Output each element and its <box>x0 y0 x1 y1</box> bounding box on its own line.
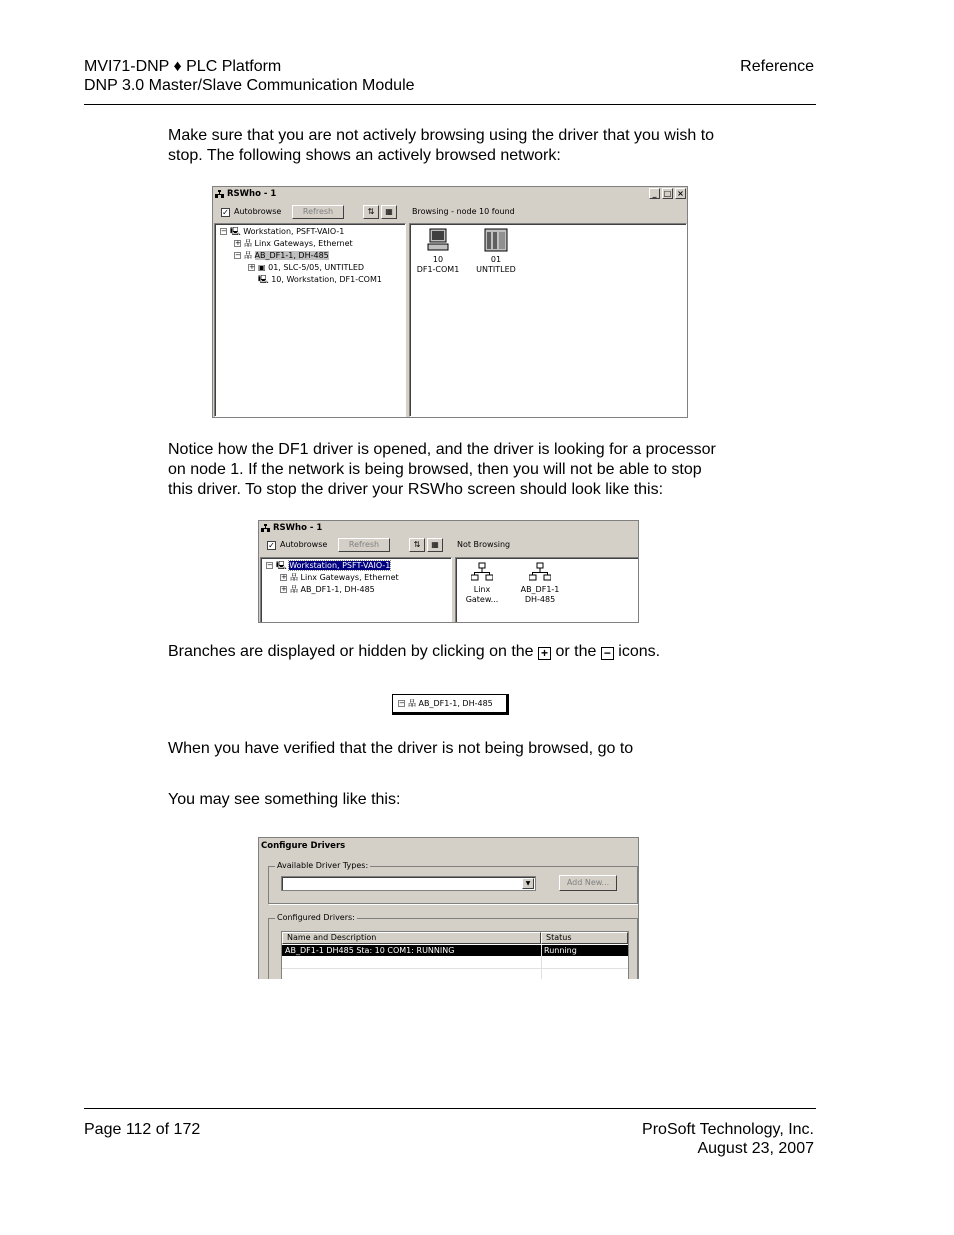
expand-icon: + <box>538 647 551 660</box>
collapse-icon[interactable]: − <box>221 227 227 235</box>
driver-type-select[interactable] <box>281 876 536 891</box>
network-icon: 品 <box>408 699 416 708</box>
processor-rack-icon <box>484 228 508 252</box>
refresh-button[interactable]: Refresh <box>292 205 344 219</box>
autobrowse-checkbox[interactable]: ✓ <box>222 208 229 217</box>
rswho-toolbar <box>213 202 687 221</box>
close-button[interactable]: × <box>675 188 686 199</box>
computer-icon: 🖳 <box>258 275 269 284</box>
node-df1-com1[interactable]: 10 DF1-COM1 <box>416 228 460 275</box>
tree-item-slc[interactable]: + ▣ 01, SLC-5/05, UNTITLED <box>249 263 365 272</box>
collapse-icon[interactable]: − <box>267 561 273 569</box>
header-section: Reference <box>740 58 814 75</box>
minimize-button[interactable]: _ <box>649 188 660 199</box>
table-row[interactable] <box>282 945 628 956</box>
paragraph-4: When you have verified that the driver is not being browsed, go to <box>168 740 634 757</box>
refresh-button[interactable]: Refresh <box>338 538 390 552</box>
node-ab-df1[interactable]: AB_DF1-1 DH-485 <box>516 562 564 605</box>
configure-drivers-title: Configure Drivers <box>259 838 638 854</box>
list-view-icon[interactable]: ▦ <box>381 205 397 219</box>
configured-drivers-list <box>281 931 629 979</box>
network-icon: 品 <box>244 251 252 260</box>
collapse-icon: − <box>601 647 614 660</box>
network-icon <box>529 562 551 582</box>
sort-icon[interactable]: ⇅ <box>409 538 425 552</box>
configured-drivers-group <box>268 913 638 979</box>
paragraph-2-line-3: this driver. To stop the driver your RSWho screen should look like this: <box>168 481 664 498</box>
node-pane <box>455 557 639 623</box>
computer-icon: 🖳 <box>230 227 241 236</box>
network-icon: 品 <box>290 585 298 594</box>
tree-item-workstation[interactable]: − 🖳 Workstation, PSFT-VAIO-1 <box>221 227 345 236</box>
computer-icon: 🖳 <box>276 561 287 570</box>
paragraph-2-line-1: Notice how the DF1 driver is opened, and the driver is looking for a processor <box>168 441 716 458</box>
tree-pane <box>214 223 406 417</box>
paragraph-1-line-2: stop. The following shows an actively browsed network: <box>168 147 561 164</box>
header-rule <box>84 104 816 105</box>
network-icon: 品 <box>244 239 252 248</box>
paragraph-1-line-1: Make sure that you are not actively browsing using the driver that you wish to <box>168 127 715 144</box>
tree-item-linx-gateways[interactable]: + 品 Linx Gateways, Ethernet <box>281 573 399 582</box>
autobrowse-label: Autobrowse <box>280 540 328 549</box>
expand-icon[interactable]: + <box>281 585 287 593</box>
tree-item-ab-df1[interactable]: + 品 AB_DF1-1, DH-485 <box>281 585 375 594</box>
tree-item-workstation-df1[interactable]: 🖳 10, Workstation, DF1-COM1 <box>258 275 382 284</box>
browse-status: Browsing - node 10 found <box>412 207 515 216</box>
network-icon <box>215 190 224 198</box>
row-status: Running <box>544 946 577 955</box>
column-divider <box>541 945 542 979</box>
browse-status: Not Browsing <box>457 540 511 549</box>
autobrowse-checkbox[interactable]: ✓ <box>268 541 275 550</box>
network-icon: 品 <box>290 573 298 582</box>
add-new-button[interactable]: Add New... <box>559 875 617 891</box>
available-driver-types-group <box>268 861 638 904</box>
rswho-toolbar <box>259 536 638 555</box>
header-subtitle: DNP 3.0 Master/Slave Communication Module <box>84 77 415 94</box>
rswho-titlebar <box>259 521 638 535</box>
row-divider <box>282 968 628 969</box>
expand-icon[interactable]: + <box>281 573 287 581</box>
row-name: AB_DF1-1 DH485 Sta: 10 COM1: RUNNING <box>285 946 455 955</box>
rswho-window-browsing <box>212 186 688 418</box>
branch-example: − 品 AB_DF1-1, DH-485 <box>392 694 509 715</box>
collapse-icon[interactable]: − <box>235 251 241 259</box>
paragraph-5: You may see something like this: <box>168 791 401 808</box>
sort-icon[interactable]: ⇅ <box>363 205 379 219</box>
maximize-button[interactable]: □ <box>663 189 672 198</box>
node-untitled[interactable]: 01 UNTITLED <box>472 228 520 275</box>
network-icon <box>261 524 270 532</box>
header-title: MVI71-DNP ♦ PLC Platform <box>84 58 282 75</box>
column-header-status[interactable]: Status <box>541 932 628 944</box>
configure-drivers-window <box>258 837 639 979</box>
rswho-title: RSWho - 1 <box>273 523 323 533</box>
footer-date: August 23, 2007 <box>697 1140 814 1157</box>
rswho-title: RSWho - 1 <box>227 189 277 199</box>
processor-icon: ▣ <box>258 263 266 272</box>
rswho-titlebar <box>213 187 687 201</box>
paragraph-3: Branches are displayed or hidden by clicking on the + or the − icons. <box>168 643 661 660</box>
list-view-icon[interactable]: ▦ <box>427 538 443 552</box>
dropdown-arrow-icon[interactable]: ▼ <box>522 878 534 889</box>
rswho-window-not-browsing <box>258 520 639 623</box>
expand-icon[interactable]: + <box>235 239 241 247</box>
collapse-icon[interactable]: − <box>399 699 405 707</box>
column-header-name[interactable]: Name and Description <box>282 932 541 944</box>
expand-icon[interactable]: + <box>249 263 255 271</box>
paragraph-2-line-2: on node 1. If the network is being browsed, then you will not be able to stop <box>168 461 702 478</box>
network-icon <box>471 562 493 582</box>
node-linx-gateways[interactable]: Linx Gatew... <box>460 562 504 605</box>
node-pane <box>409 223 687 417</box>
tree-item-ab-df1[interactable]: − 品 AB_DF1-1, DH-485 <box>235 251 329 260</box>
available-driver-types-label: Available Driver Types: <box>277 861 369 870</box>
computer-icon <box>427 228 449 252</box>
page-number: Page 112 of 172 <box>84 1121 201 1138</box>
autobrowse-label: Autobrowse <box>234 207 282 216</box>
footer-rule <box>84 1108 816 1109</box>
configured-drivers-label: Configured Drivers: <box>277 913 355 922</box>
tree-item-workstation[interactable]: − 🖳 Workstation, PSFT-VAIO-1 <box>267 561 391 570</box>
tree-pane <box>260 557 452 623</box>
tree-item-linx-gateways[interactable]: + 品 Linx Gateways, Ethernet <box>235 239 353 248</box>
footer-company: ProSoft Technology, Inc. <box>642 1121 814 1138</box>
